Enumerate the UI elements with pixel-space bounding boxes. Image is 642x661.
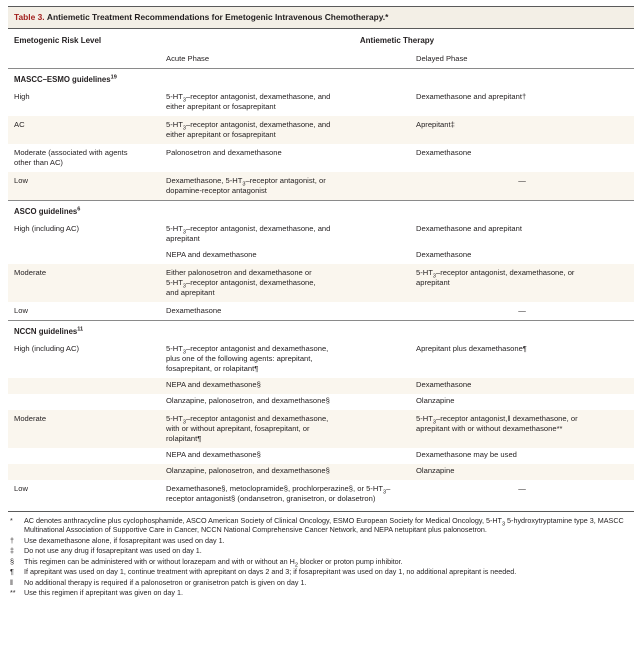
delayed-phase-cell: Aprepitant plus dexamethasone¶ bbox=[416, 343, 527, 353]
table-row bbox=[8, 88, 634, 116]
table-row bbox=[8, 464, 634, 480]
acute-phase-cell: Dexamethasone bbox=[166, 305, 222, 315]
table-row bbox=[8, 410, 634, 448]
table-label: Table 3. bbox=[14, 12, 45, 22]
table-row bbox=[8, 116, 634, 144]
table-row bbox=[8, 480, 634, 508]
footnote-mark: ‡ bbox=[10, 546, 14, 556]
footnote-text: Use dexamethasone alone, if fosaprepitant was used on day 1. bbox=[24, 535, 225, 545]
delayed-phase-cell: Dexamethasone and aprepitant bbox=[416, 223, 522, 233]
delayed-phase-cell: Aprepitant‡ bbox=[410, 116, 634, 144]
acute-phase-cell: Dexamethasone§, metoclopramide§, prochlorperazine§, or $5-HT_3$–receptor antagonist§ (ondansetron, granisetron, or dolasetron) bbox=[166, 483, 391, 503]
risk-level-cell bbox=[8, 378, 160, 394]
antiemetic-recommendations-table bbox=[8, 6, 634, 508]
risk-level-cell: High bbox=[14, 91, 30, 101]
header-risk-level: Emetogenic Risk Level bbox=[14, 35, 102, 45]
delayed-phase-cell: Olanzapine bbox=[416, 395, 455, 405]
acute-phase-cell: NEPA and dexamethasone§ bbox=[166, 449, 261, 459]
footnote-mark: † bbox=[10, 535, 14, 545]
table-row bbox=[8, 394, 634, 410]
risk-level-cell: Moderate bbox=[8, 410, 160, 448]
delayed-phase-cell: — bbox=[410, 172, 634, 201]
table-row bbox=[8, 340, 634, 378]
footnotes bbox=[8, 511, 634, 598]
group-ref: 11 bbox=[77, 326, 84, 333]
footnote-mark: ** bbox=[10, 588, 16, 598]
acute-phase-cell: Olanzapine, palonosetron, and dexamethasone§ bbox=[160, 464, 410, 480]
acute-phase-cell: $5-HT_3$–receptor antagonist, dexamethasone, and either aprepitant or fosaprepitant bbox=[160, 116, 410, 144]
footnote-item bbox=[8, 557, 634, 567]
group-name: NCCN guidelines bbox=[14, 326, 78, 336]
table-header-row bbox=[8, 28, 634, 49]
acute-phase-cell: Palonosetron and dexamethasone bbox=[166, 147, 282, 157]
delayed-phase-cell: Dexamethasone may be used bbox=[416, 449, 517, 459]
table-row bbox=[8, 248, 634, 264]
acute-phase-cell: $5-HT_3$–receptor antagonist, dexamethasone, and either aprepitant or fosaprepitant bbox=[166, 91, 331, 111]
group-ref: 19 bbox=[110, 73, 117, 80]
group-name: MASCC–ESMO guidelines bbox=[14, 74, 111, 84]
subheader-acute-phase: Acute Phase bbox=[160, 49, 410, 69]
table-row bbox=[8, 448, 634, 464]
delayed-phase-cell: — bbox=[518, 483, 526, 493]
table-body bbox=[8, 7, 634, 508]
footnote-text: If aprepitant was used on day 1, continue treatment with aprepitant on days 2 and 3; if fosaprepitant was used on day 1, no additional aprepitant is needed. bbox=[24, 567, 517, 577]
table-row bbox=[8, 302, 634, 321]
footnote-mark: § bbox=[10, 556, 14, 566]
risk-level-cell: Low bbox=[8, 172, 160, 201]
acute-phase-cell: Dexamethasone, $5-HT_3$–receptor antagonist, or dopamine-receptor antagonist bbox=[160, 172, 410, 201]
risk-level-cell: Low bbox=[14, 305, 28, 315]
acute-phase-cell: Olanzapine, palonosetron, and dexamethasone§ bbox=[166, 395, 330, 405]
table-title: Antiemetic Treatment Recommendations for Emetogenic Intravenous Chemotherapy.* bbox=[46, 12, 389, 22]
delayed-phase-cell: Dexamethasone bbox=[416, 147, 472, 157]
footnote-item bbox=[8, 578, 634, 588]
subheader-blank bbox=[8, 49, 160, 69]
risk-level-cell: High (including AC) bbox=[14, 223, 79, 233]
group-label bbox=[8, 68, 634, 88]
group-label bbox=[8, 320, 634, 340]
group-label bbox=[8, 200, 634, 220]
acute-phase-cell: $5-HT_3$–receptor antagonist and dexamethasone, plus one of the following agents: aprepitant, fosaprepitant, or rolapitant¶ bbox=[166, 343, 329, 373]
acute-phase-cell: $5-HT_3$–receptor antagonist and dexamethasone, with or without aprepitant, fosaprepitant, or rolapitant¶ bbox=[160, 410, 410, 448]
footnote-text: No additional therapy is required if a palonosetron or granisetron patch is given on day 1. bbox=[24, 577, 307, 587]
delayed-phase-cell: — bbox=[518, 305, 526, 315]
acute-phase-cell: NEPA and dexamethasone bbox=[166, 249, 257, 259]
risk-level-cell: Low bbox=[14, 483, 28, 493]
table-row bbox=[8, 220, 634, 248]
group-name: ASCO guidelines bbox=[14, 206, 78, 216]
table-row bbox=[8, 172, 634, 201]
footnote-item bbox=[8, 516, 634, 535]
risk-level-cell bbox=[8, 448, 160, 464]
delayed-phase-cell: $5-HT_3$–receptor antagonist, dexamethasone, or aprepitant bbox=[410, 264, 634, 302]
footnote-mark: * bbox=[10, 515, 13, 525]
table-title-row bbox=[8, 7, 634, 29]
delayed-phase-cell: Dexamethasone bbox=[410, 378, 634, 394]
group-header-nccn bbox=[8, 320, 634, 340]
footnote-item bbox=[8, 588, 634, 598]
header-antiemetic-therapy: Antiemetic Therapy bbox=[359, 35, 435, 45]
table-subheader-row bbox=[8, 49, 634, 69]
acute-phase-cell: $5-HT_3$–receptor antagonist, dexamethasone, and aprepitant bbox=[166, 223, 331, 243]
risk-level-cell: Moderate bbox=[8, 264, 160, 302]
table-title-cell bbox=[8, 7, 634, 29]
footnote-item bbox=[8, 546, 634, 556]
footnote-text: Use this regimen if aprepitant was given on day 1. bbox=[24, 588, 184, 598]
group-header-mascc-esmo bbox=[8, 68, 634, 88]
risk-level-cell bbox=[8, 394, 160, 410]
acute-phase-cell: Either palonosetron and dexamethasone or $5-HT_3$–receptor antagonist, dexamethasone, and aprepitant bbox=[160, 264, 410, 302]
footnote-text: This regimen can be administered with or without lorazepam and with or without an $H_2$ blocker or proton pump inhibitor. bbox=[24, 556, 403, 569]
footnote-item bbox=[8, 567, 634, 577]
risk-level-cell bbox=[8, 248, 160, 264]
risk-level-cell: AC bbox=[8, 116, 160, 144]
footnote-text: AC denotes anthracycline plus cyclophosphamide, ASCO American Society of Clinical Oncology, ESMO European Society for Medical Oncology, $5-HT_3$ 5-hydroxytryptamine type 3, MASCC Multinational Association of Supportive Care in Cancer, NCCN National Comprehensive Cancer Network, and NEPA netupitant plus palonosetron. bbox=[24, 515, 624, 535]
table-row bbox=[8, 264, 634, 302]
delayed-phase-cell: Olanzapine bbox=[410, 464, 634, 480]
risk-level-cell bbox=[8, 464, 160, 480]
table-row bbox=[8, 144, 634, 172]
delayed-phase-cell: Dexamethasone bbox=[416, 249, 472, 259]
risk-level-cell: Moderate (associated with agents other than AC) bbox=[14, 147, 128, 167]
footnote-item bbox=[8, 536, 634, 546]
table-row bbox=[8, 378, 634, 394]
footnote-mark: ‖ bbox=[10, 577, 13, 587]
risk-level-cell: High (including AC) bbox=[14, 343, 79, 353]
group-header-asco bbox=[8, 200, 634, 220]
acute-phase-cell: NEPA and dexamethasone§ bbox=[160, 378, 410, 394]
footnote-text: Do not use any drug if fosaprepitant was used on day 1. bbox=[24, 546, 202, 556]
subheader-delayed-phase: Delayed Phase bbox=[410, 49, 634, 69]
delayed-phase-cell: $5-HT_3$–receptor antagonist,‖ dexamethasone, or aprepitant with or without dexamethasone** bbox=[410, 410, 634, 448]
delayed-phase-cell: Dexamethasone and aprepitant† bbox=[416, 91, 527, 101]
group-ref: 6 bbox=[77, 206, 81, 213]
footnote-mark: ¶ bbox=[10, 567, 14, 577]
